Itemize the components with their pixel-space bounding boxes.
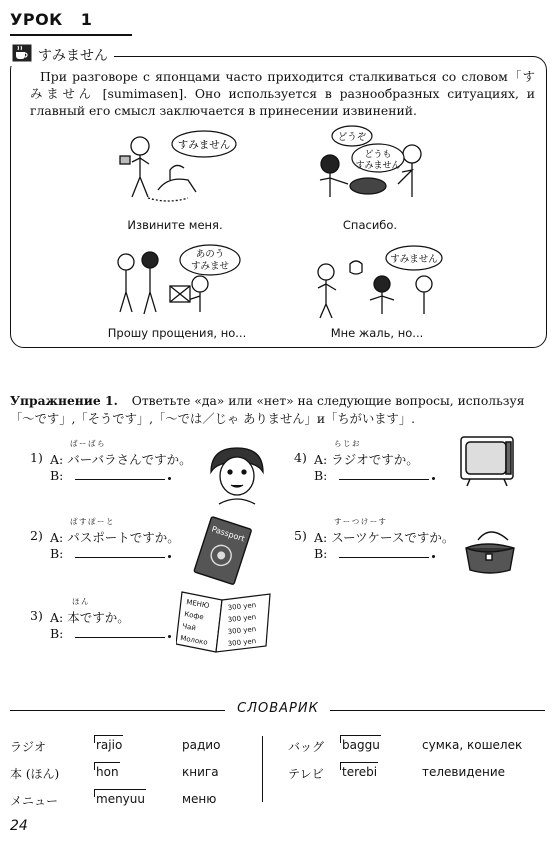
box-title <box>10 44 114 66</box>
svg-text:300 yen: 300 yen <box>227 625 257 636</box>
svg-text:Passport: Passport <box>210 524 246 544</box>
svg-text:どうも: どうも <box>364 150 392 160</box>
exercise-item-5 <box>294 517 455 568</box>
furigana: ほん <box>72 597 90 606</box>
caption-3: Прошу прощения, но... <box>107 326 247 340</box>
exercise-item-4 <box>294 439 454 490</box>
svg-text:すみません: すみません <box>390 254 438 265</box>
question-a: A: バーバラさんですか。 <box>50 452 192 467</box>
answer-blank[interactable] <box>75 468 165 480</box>
dict-entry: バッグ baggu сумка, кошелек <box>288 738 538 754</box>
item-number: 3) <box>30 608 43 623</box>
intro-paragraph: При разговоре с японцами часто приходится сталкиваться со словом「すみません [sumimasen]. Оно используется в разнообразных ситуациях, и главный его смысл заключается в принесении извинений. <box>30 69 535 118</box>
answer-line: B: <box>50 626 171 641</box>
svg-text:300 yen: 300 yen <box>227 601 257 612</box>
dict-entry: ラジオ rajio радио <box>10 738 250 754</box>
svg-text:すみません: すみません <box>355 161 401 171</box>
bubble-3 <box>180 245 240 275</box>
bubble-4 <box>386 246 442 270</box>
romaji: menyuu <box>94 792 145 806</box>
coffee-cup-icon <box>12 44 32 66</box>
box-title-text: すみません <box>38 48 108 64</box>
lesson-header <box>10 10 92 29</box>
svg-text:Молоко: Молоко <box>179 634 209 647</box>
passport-image <box>188 514 260 586</box>
sorry-illustration <box>310 244 445 320</box>
question-a: A: ラジオですか。 <box>314 452 419 467</box>
svg-text:МЕНЮ: МЕНЮ <box>185 598 210 611</box>
thanks-illustration <box>312 124 432 210</box>
romaji: baggu <box>340 738 380 752</box>
furigana: ぱすぽーと <box>70 517 115 526</box>
question-a: A: パスポートですか。 <box>50 530 180 545</box>
item-number: 1) <box>30 450 43 465</box>
caption-4: Мне жаль, но... <box>330 326 424 340</box>
furigana: すーつけーす <box>334 517 388 526</box>
caption-1: Извините меня. <box>127 218 223 232</box>
svg-text:Чай: Чай <box>181 622 197 633</box>
lesson-number: 1 <box>80 10 93 29</box>
svg-text:Кофе: Кофе <box>183 610 205 622</box>
dictionary-divider <box>262 736 263 802</box>
question-a: A: スーツケースですか。 <box>314 530 455 545</box>
furigana: らじお <box>334 439 361 448</box>
page-number: 24 <box>10 818 28 834</box>
exercise-title: Упражнение 1. <box>10 393 118 408</box>
answer-blank[interactable] <box>339 546 429 558</box>
answer-blank[interactable] <box>75 626 165 638</box>
excuse-me-illustration <box>110 244 245 320</box>
svg-text:すみませ: すみませ <box>190 261 230 272</box>
caption-2: Спасибо. <box>342 218 398 232</box>
item-number: 4) <box>294 450 307 465</box>
answer-line: B: <box>314 468 435 483</box>
question-a: A: 本ですか。 <box>50 610 130 625</box>
item-number: 5) <box>294 528 307 543</box>
apology-illustration <box>118 128 238 208</box>
answer-line: B: <box>314 546 435 561</box>
header-rule <box>10 34 132 36</box>
exercise-instruction: Ответьте «да» или «нет» на следующие вопросы, используя「〜です」,「そうです」,「〜では／じゃ ありません」и「ちがいます」. <box>10 394 525 426</box>
exercise-header <box>10 392 545 428</box>
lesson-label: УРОК <box>10 10 63 29</box>
bubble-2 <box>332 126 404 172</box>
svg-text:どうぞ: どうぞ <box>337 132 367 143</box>
woman-portrait-image <box>205 444 267 506</box>
answer-blank[interactable] <box>339 468 429 480</box>
dictionary-header <box>0 700 556 720</box>
dict-entry: メニュー menyuu меню <box>10 792 250 808</box>
menu-image <box>176 588 276 656</box>
romaji: rajio <box>94 738 122 752</box>
bag-image <box>458 522 522 576</box>
dict-entry: テレビ terebi телевидение <box>288 765 538 781</box>
furigana: ばーばら <box>70 439 106 448</box>
svg-text:あのう: あのう <box>195 249 225 260</box>
romaji: terebi <box>340 765 377 779</box>
answer-line: B: <box>50 468 171 483</box>
svg-text:300 yen: 300 yen <box>227 613 257 624</box>
dict-entry: 本 (ほん) hon книга <box>10 765 250 781</box>
svg-text:300 yen: 300 yen <box>227 637 257 648</box>
svg-text:すみません: すみません <box>177 139 231 151</box>
answer-line: B: <box>50 546 171 561</box>
answer-blank[interactable] <box>75 546 165 558</box>
dictionary-title: СЛОВАРИК <box>237 701 319 716</box>
item-number: 2) <box>30 528 43 543</box>
bubble-1 <box>172 131 236 157</box>
romaji: hon <box>94 765 119 779</box>
tv-image <box>458 432 518 492</box>
